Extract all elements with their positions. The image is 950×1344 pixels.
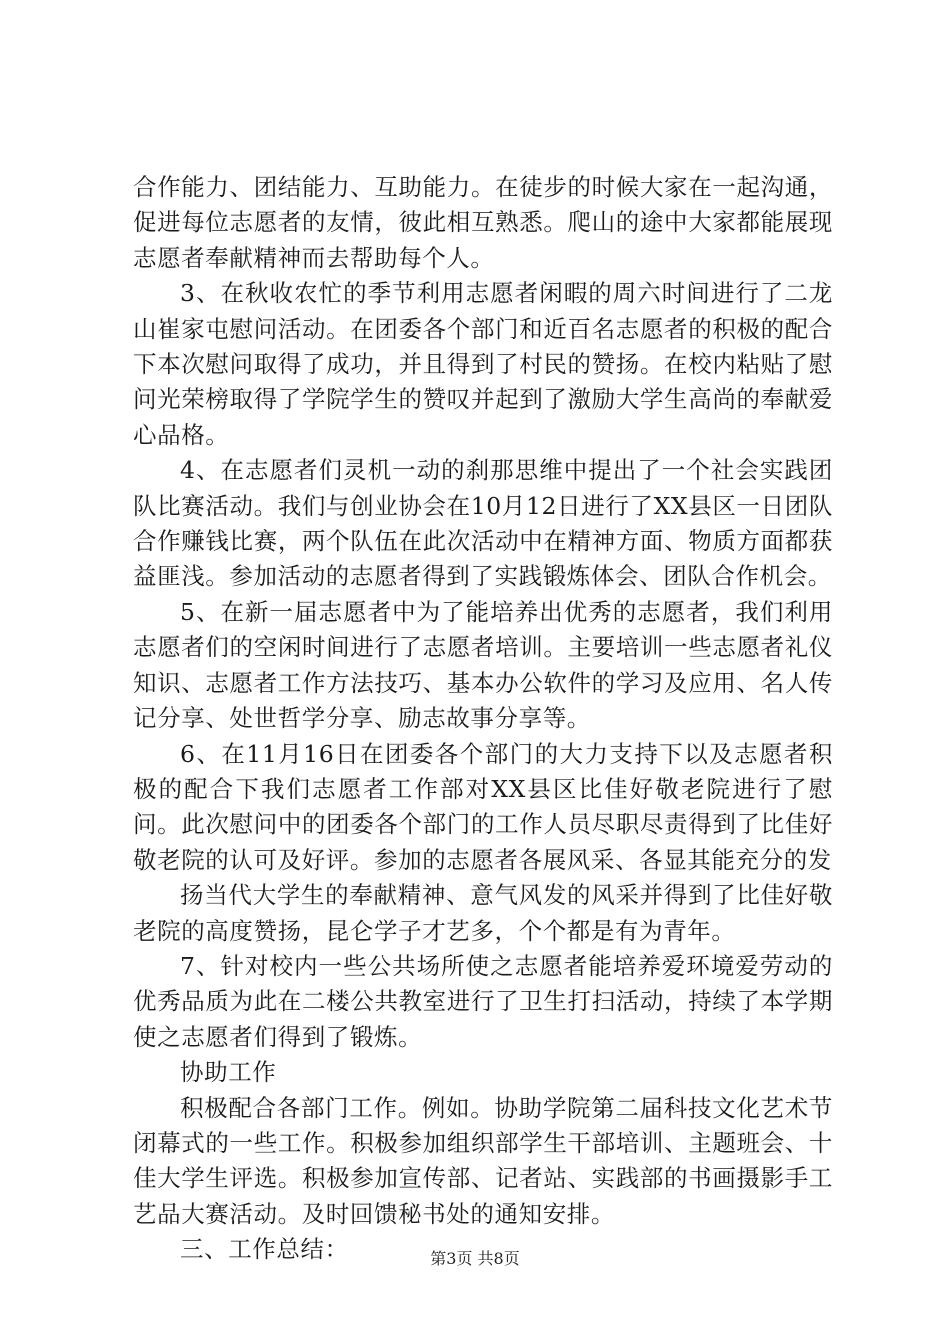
paragraph-item-3: 3、在秋收农忙的季节利用志愿者闲暇的周六时间进行了二龙山崔家屯慰问活动。在团委各个部门和近百名志愿者的积极的配合下本次慰问取得了成功，并且得到了村民的赞扬。在校内粘贴了慰问光荣榜取得了学院学生的赞叹并起到了激励大学生高尚的奉献爱心品格。 <box>133 279 833 449</box>
page-number-footer: 第3页 共8页 <box>430 1249 520 1268</box>
section-heading-assist-work: 协助工作 <box>180 1058 277 1087</box>
paragraph-item-6: 6、在11月16日在团委各个部门的大力支持下以及志愿者积极的配合下我们志愿者工作部对XX县区比佳好敬老院进行了慰问。此次慰问中的团委各个部门的工作人员尽职尽责得到了比佳好敬老院的认可及好评。参加的志愿者各展风采、各显其能充分的发 <box>133 739 833 874</box>
paragraph-assist-work: 积极配合各部门工作。例如。协助学院第二届科技文化艺术节闭幕式的一些工作。积极参加组织部学生干部培训、主题班会、十佳大学生评选。积极参加宣传部、记者站、实践部的书画摄影手工艺品大赛活动。及时回馈秘书处的通知安排。 <box>133 1093 833 1228</box>
paragraph-continuation: 合作能力、团结能力、互助能力。在徒步的时候大家在一起沟通，促进每位志愿者的友情，彼此相互熟悉。爬山的途中大家都能展现志愿者奉献精神而去帮助每个人。 <box>133 173 833 272</box>
paragraph-item-6-continued: 扬当代大学生的奉献精神、意气风发的风采并得到了比佳好敬老院的高度赞扬，昆仑学子才艺多，个个都是有为青年。 <box>133 881 833 945</box>
document-body <box>133 170 833 1268</box>
paragraph-item-7: 7、针对校内一些公共场所使之志愿者能培养爱环境爱劳动的优秀品质为此在二楼公共教室进行了卫生打扫活动，持续了本学期使之志愿者们得到了锻炼。 <box>133 951 833 1051</box>
paragraph-item-5: 5、在新一届志愿者中为了能培养出优秀的志愿者，我们利用志愿者们的空闲时间进行了志愿者培训。主要培训一些志愿者礼仪知识、志愿者工作方法技巧、基本办公软件的学习及应用、名人传记分享、处世哲学分享、励志故事分享等。 <box>133 597 833 733</box>
paragraph-item-4: 4、在志愿者们灵机一动的刹那思维中提出了一个社会实践团队比赛活动。我们与创业协会在10月12日进行了XX县区一日团队合作赚钱比赛，两个队伍在此次活动中在精神方面、物质方面都获益匪浅。参加活动的志愿者得到了实践锻炼体会、团队合作机会。 <box>133 456 833 591</box>
section-heading-work-summary: 三、工作总结： <box>180 1235 349 1264</box>
